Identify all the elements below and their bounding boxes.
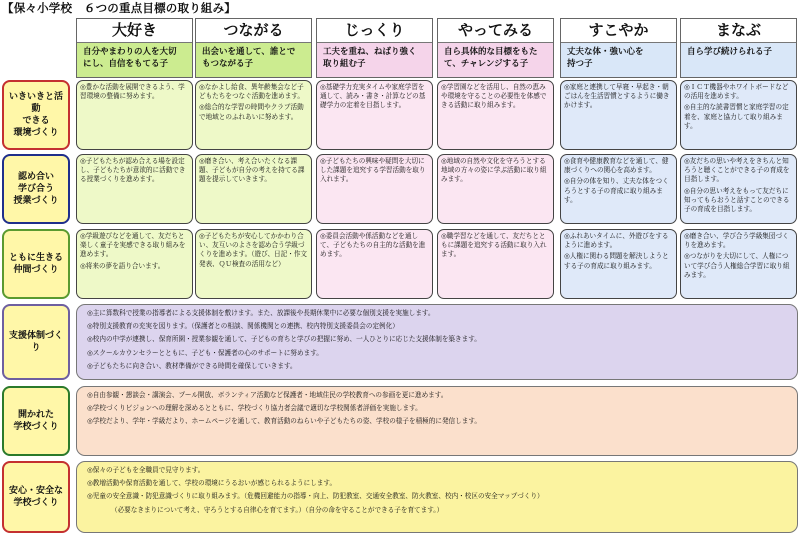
row-label-line: 授業づくり [13, 196, 59, 206]
goal-item: ◎総合的な学習の時間やクラブ活動で地域とのふれあいに努めます。 [199, 103, 304, 121]
wide-row-item: （必要なきまりについて考え、守ろうとする自律心を育てます。）（自分の命を守ることができる子を育てます。） [111, 505, 444, 514]
goal-cell [560, 229, 677, 299]
row-label-text [6, 330, 66, 354]
goal-cell [560, 154, 677, 224]
wide-row-item: ◎保々の子どもを全職員で見守ります。 [87, 466, 205, 474]
goal-item: ◎自分の思い考えをもって友だちに知ってもらおうと話すことのできる子の育成を目指します。 [684, 186, 790, 214]
row-label-line: 開かれた [17, 410, 54, 420]
goal-item: ◎地域の自然や文化を守ろうとする地域の方々の姿に学ぶ活動に取り組みます。 [441, 157, 547, 184]
row-label-line: 認め合い [17, 172, 54, 182]
row-label-line: できる [22, 116, 50, 126]
goal-item: ◎委員会活動や係活動などを通して、子どもたちの自主的な活動を進めます。 [320, 232, 426, 259]
row-label-line: 学び合う [17, 184, 54, 194]
row-label-0 [2, 80, 70, 150]
goal-item: ◎人権に関わる問題を解決しようとする子の育成に取り組みます。 [564, 252, 669, 270]
goal-cell [560, 80, 677, 150]
column-desc-line: 出会いを通して、誰とで [202, 47, 296, 57]
column-desc-line: 丈夫な体・強い心を [567, 47, 644, 57]
column-header-3 [437, 18, 554, 78]
column-header-description [196, 43, 311, 70]
column-desc-line: 自ら学び続けられる子 [687, 47, 773, 57]
wide-row-panel-1 [76, 386, 798, 456]
goal-item: ◎子どもたちが認め合える場を設定し、子どもたちが意欲的に活動できる授業づくりを進めます。 [80, 157, 186, 184]
row-label-line: いきいきと活動 [8, 92, 63, 114]
goal-item: ◎なかよし給食、異年齢集会など子どもたちをつなぐ活動を進めます。 [199, 83, 304, 101]
goal-item: ◎磨き合い、学び合う学級集団づくりを進めます。 [684, 232, 789, 250]
column-header-2 [316, 18, 433, 78]
row-label-text [6, 91, 66, 139]
goal-cell [316, 229, 433, 299]
goal-cell [680, 154, 797, 224]
goal-item: ◎自主的な読書習慣と家庭学習の定着を、家庭と協力して取り組みます。 [684, 103, 789, 130]
goal-item: ◎友だちの思いや考えをきちんと知ろうと聴くことができる子の育成を目指します。 [684, 157, 790, 184]
goal-cell [437, 80, 554, 150]
row-label-3 [2, 304, 70, 380]
column-header-name: すこやか [561, 19, 676, 43]
column-header-name: つながる [196, 19, 311, 43]
wide-row-panel-2 [76, 461, 798, 533]
goal-cell [316, 154, 433, 224]
column-header-5 [680, 18, 797, 78]
goal-cell [76, 154, 193, 224]
goal-item: ◎つながりを大切にして、人権について学び合う人権総合学習に取り組みます。 [684, 252, 790, 279]
column-header-description [561, 43, 676, 70]
goal-item: ◎磨き合い、考え合いたくなる課題、子どもが自分の考えを持てる課題を提示していきます。 [199, 157, 305, 184]
row-label-text [9, 252, 63, 276]
column-desc-line: て、チャレンジする子 [444, 59, 529, 69]
goal-item: ◎食育や健康教育などを通して、健康づくりへの関心を高めます。 [564, 157, 669, 175]
row-label-line: 仲間づくり [13, 265, 59, 275]
goal-item: ◎豊かな活動を展開できるよう、学習環境の整備に努めます。 [80, 83, 185, 101]
goal-item: ◎自分の体を知り、丈夫な体をつくろうとする子の育成に取り組みます。 [564, 177, 669, 204]
goal-item: ◎学習園などを活用し、自然の恵みや環境を守ることの必要性を体感できる活動に取り組みます。 [441, 83, 547, 110]
wide-row-item: ◎校内の中学が連携し、保育所園・授業参観を通して、子どもの育ちと学びの把握に努め、一人ひとりに応じた支援体制を築きます。 [87, 335, 481, 344]
goal-cell [316, 80, 433, 150]
column-header-description [77, 43, 192, 70]
goal-item: ◎家庭と連携して早寝・早起き・朝ごはんを生活習慣とするように働きかけます。 [564, 83, 670, 110]
goal-cell [680, 80, 797, 150]
column-desc-line: もつながる子 [202, 59, 254, 69]
row-label-4 [2, 386, 70, 456]
goal-item: ◎将来の夢を語り合います。 [80, 261, 165, 270]
goal-item: ◎学級遊びなどを通して、友だちと楽しく童子を実感できる取り組みを進めます。 [80, 232, 186, 259]
row-label-text [13, 171, 58, 207]
goal-cell [195, 229, 312, 299]
wide-row-item: ◎特別支援教育の充実を図ります。（保護者との相談、関係機関との連携、校内特別支援委員会の定例化） [87, 322, 399, 331]
column-desc-line: 持つ子 [567, 59, 593, 69]
goal-item: ◎基礎学力充実タイムや家庭学習を通して、読み・書き・計算などの基礎学力の定着を目指します。 [320, 83, 426, 110]
column-header-name: 大好き [77, 19, 192, 43]
goal-cell [437, 154, 554, 224]
goal-cell [195, 80, 312, 150]
column-header-1 [195, 18, 312, 78]
wide-row-item: ◎自由参観・懇談会・講演会、プール開放、ボランティア活動など保護者・地域住民の学校教育への参画を更に進めます。 [87, 391, 448, 399]
column-header-name: じっくり [317, 19, 432, 43]
column-header-0 [76, 18, 193, 78]
wide-row-item: ◎子どもたちに向き合い、教材準備ができる時間を確保していきます。 [87, 361, 297, 370]
column-desc-line: 自ら具体的な目標をもた [444, 47, 538, 57]
goal-item: ◎ＩＣＴ機器やホワイトボードなどの活用を進めます。 [684, 83, 789, 101]
row-label-line: ともに生きる [8, 253, 63, 263]
wide-row-item: ◎教増活動や保育活動を通して、学校の環境にうるおいが感じられるようにします。 [87, 479, 337, 488]
goal-item: ◎子どもたちが安心してかかわり合い、友互いのよさを認め合う学級づくりを進めます。（遊び、日記・作文発表、ＱＵ検査の活用など） [199, 232, 308, 268]
column-header-4 [560, 18, 677, 78]
wide-row-panel-0 [76, 304, 798, 380]
goal-item: ◎子どもたちの興味や疑問を大切にした課題を追究する学習活動を取り入れます。 [320, 157, 426, 184]
goal-cell [195, 154, 312, 224]
wide-row-item: ◎スクールカウンセラーとともに、子ども・保護者の心のサポートに努めます。 [87, 348, 323, 357]
column-desc-line: 自分やまわりの人を大切 [83, 47, 177, 57]
row-label-text [13, 409, 58, 433]
row-label-line: 学校づくり [13, 422, 59, 432]
wide-row-item: ◎学校づくりビジョンへの理解を深めるとともに、学校づくり協力者会議で適切な学校関係者評価を実施します。 [87, 404, 422, 413]
row-label-line: 学校づくり [13, 498, 59, 508]
page-title: 【保々小学校 ６つの重点目標の取り組み】 [2, 1, 236, 15]
row-label-5 [2, 461, 70, 533]
column-header-name: まなぶ [681, 19, 796, 43]
column-desc-line: にし、自信をもてる子 [83, 59, 169, 69]
row-label-2 [2, 229, 70, 299]
goal-cell [437, 229, 554, 299]
column-header-description [317, 43, 432, 70]
row-label-line: 環境づくり [13, 128, 59, 138]
goal-cell [76, 80, 193, 150]
goal-cell [76, 229, 193, 299]
row-label-line: 支援体制づくり [8, 331, 63, 353]
goal-item: ◎ふれあいタイムに、外遊びをするように進めます。 [564, 232, 669, 250]
wide-row-item: ◎学校だより、学年・学級だより、ホームページを通して、教育活動のねらいや子どもたちの姿、学校の様子を積極的に発信します。 [87, 417, 481, 426]
wide-row-item: ◎主に算数科で授業の指導者による支援体制を敷けます。また、放課後や長期休業中に必要な個別支援を実施します。 [87, 309, 435, 317]
column-header-name: やってみる [438, 19, 553, 43]
row-label-text [9, 485, 63, 509]
row-label-1 [2, 154, 70, 224]
column-header-description [681, 43, 796, 58]
column-desc-line: 工夫を重ね、ねばり強く [323, 47, 417, 57]
goal-cell [680, 229, 797, 299]
wide-row-item: ◎児童の安全意識・防犯意識づくりに取り組みます。（危機回避能力の指導・向上、防犯教室、交通安全教室、防火教室、校内・校区の安全マップづくり） [87, 492, 544, 501]
row-label-line: 安心・安全な [8, 486, 63, 496]
goal-item: ◎職学習などを通して、友だちとともに課題を追究する活動に取り入れます。 [441, 232, 547, 259]
column-desc-line: 取り組む子 [323, 59, 366, 69]
column-header-description [438, 43, 553, 70]
